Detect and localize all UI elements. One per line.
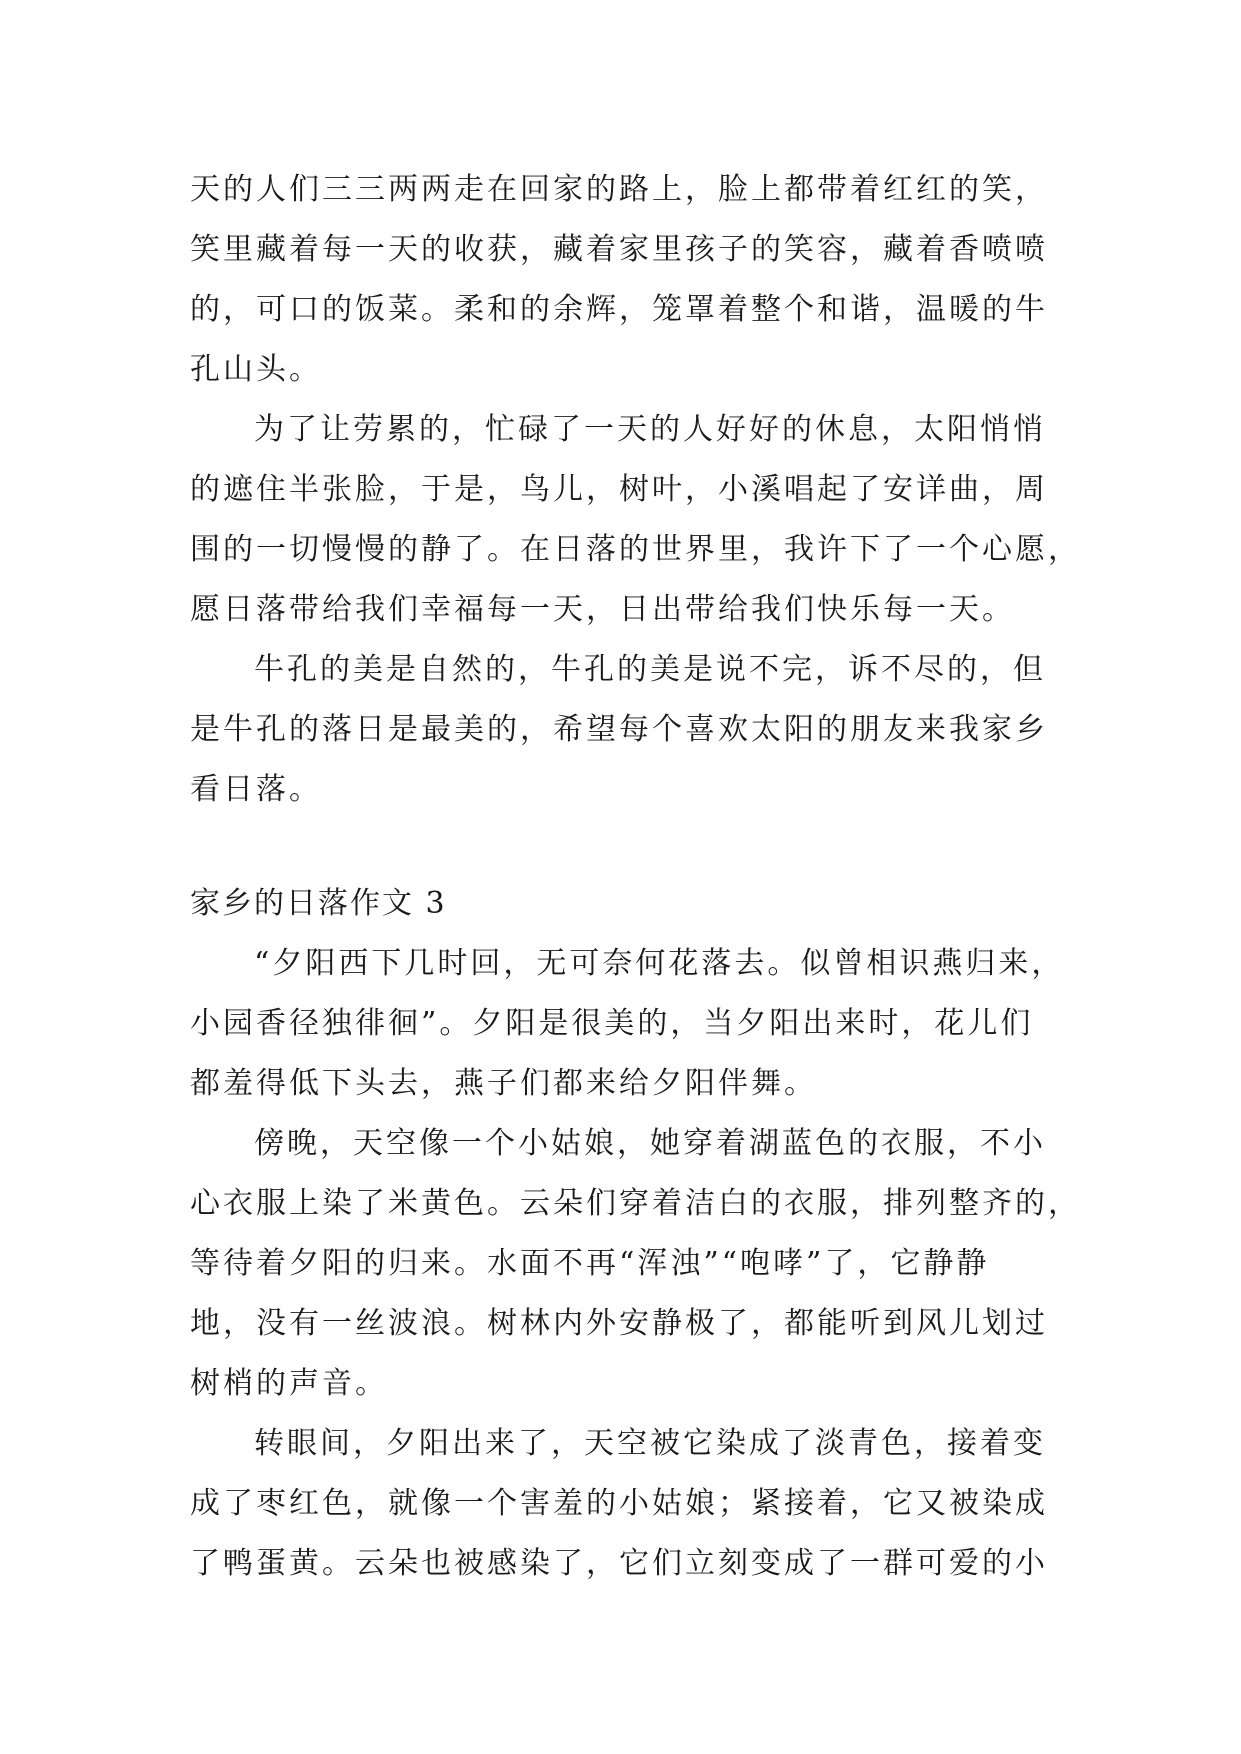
text-line: 小园香径独徘徊”。夕阳是很美的，当夕阳出来时，花儿们 <box>190 1006 1034 1041</box>
text-line: 等待着夕阳的归来。水面不再“浑浊”“咆哮”了，它静静 <box>190 1246 990 1281</box>
text-line: 为了让劳累的，忙碌了一天的人好好的休息，太阳悄悄 <box>254 412 1046 447</box>
text-line: 成了枣红色，就像一个害羞的小姑娘；紧接着，它又被染成 <box>190 1486 1048 1521</box>
paragraph <box>190 640 1052 820</box>
text-line: 地，没有一丝波浪。树林内外安静极了，都能听到风儿划过 <box>190 1306 1048 1341</box>
text-line: 笑里藏着每一天的收获，藏着家里孩子的笑容，藏着香喷喷 <box>190 232 1048 267</box>
paragraph <box>190 1414 1052 1594</box>
text-line: “夕阳西下几时回，无可奈何花落去。似曾相识燕归来， <box>254 946 1065 981</box>
paragraph <box>190 1114 1081 1414</box>
section-spacer <box>190 820 1052 874</box>
paragraph-continued <box>190 160 1052 400</box>
text-line: 围的一切慢慢的静了。在日落的世界里，我许下了一个心愿， <box>190 532 1081 567</box>
text-line: 都羞得低下头去，燕子们都来给夕阳伴舞。 <box>190 1066 817 1101</box>
text-line: 愿日落带给我们幸福每一天，日出带给我们快乐每一天。 <box>190 592 1015 627</box>
text-line: 天的人们三三两两走在回家的路上，脸上都带着红红的笑， <box>190 172 1048 207</box>
text-line: 树梢的声音。 <box>190 1366 388 1401</box>
text-line: 是牛孔的落日是最美的，希望每个喜欢太阳的朋友来我家乡 <box>190 712 1048 747</box>
text-line: 傍晚，天空像一个小姑娘，她穿着湖蓝色的衣服，不小 <box>254 1126 1046 1161</box>
text-line: 看日落。 <box>190 772 322 807</box>
text-line: 的遮住半张脸，于是，鸟儿，树叶，小溪唱起了安详曲，周 <box>190 472 1048 507</box>
text-line: 转眼间，夕阳出来了，天空被它染成了淡青色，接着变 <box>254 1426 1046 1461</box>
section-heading: 家乡的日落作文 3 <box>190 886 447 921</box>
text-line: 牛孔的美是自然的，牛孔的美是说不完，诉不尽的，但 <box>254 652 1046 687</box>
text-line: 了鸭蛋黄。云朵也被感染了，它们立刻变成了一群可爱的小 <box>190 1546 1048 1581</box>
text-line: 的，可口的饭菜。柔和的余辉，笼罩着整个和谐，温暖的牛 <box>190 292 1048 327</box>
text-line: 孔山头。 <box>190 352 322 387</box>
text-line: 心衣服上染了米黄色。云朵们穿着洁白的衣服，排列整齐的， <box>190 1186 1081 1221</box>
document-page <box>190 160 1081 1594</box>
paragraph <box>190 934 1065 1114</box>
paragraph <box>190 400 1081 640</box>
